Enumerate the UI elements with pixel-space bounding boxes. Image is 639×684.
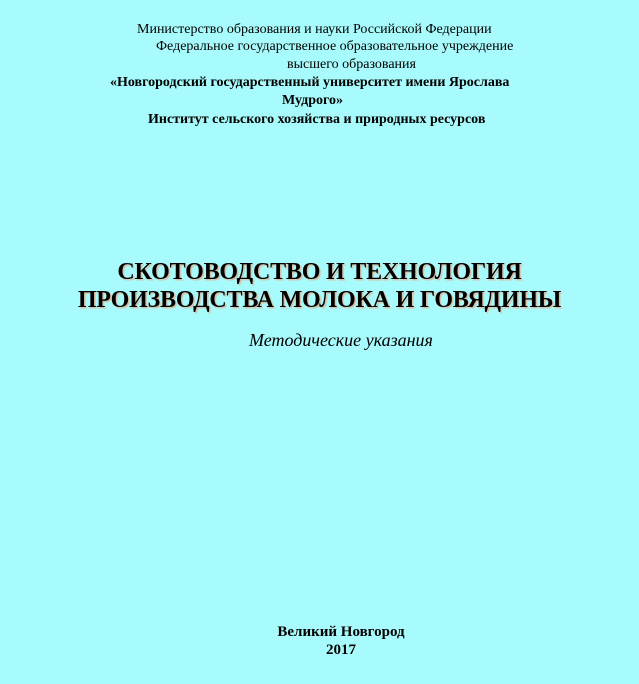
university-name-line-2: Мудрого» xyxy=(282,93,344,108)
publication-city: Великий Новгород xyxy=(277,624,405,640)
university-name-line-1: «Новгородский государственный университет имени Ярослава xyxy=(110,75,510,90)
document-subtitle: Методические указания xyxy=(249,330,433,350)
ministry-name: Министерство образования и науки Российской Федерации xyxy=(137,22,492,37)
publication-year: 2017 xyxy=(326,642,356,658)
higher-education-label: высшего образования xyxy=(287,57,416,72)
document-title-line-1: СКОТОВОДСТВО И ТЕХНОЛОГИЯ xyxy=(117,259,522,285)
institution-type: Федеральное государственное образовательное учреждение xyxy=(156,39,514,54)
institute-name: Институт сельского хозяйства и природных ресурсов xyxy=(148,112,486,127)
document-title-line-2: ПРОИЗВОДСТВА МОЛОКА И ГОВЯДИНЫ xyxy=(77,287,562,313)
